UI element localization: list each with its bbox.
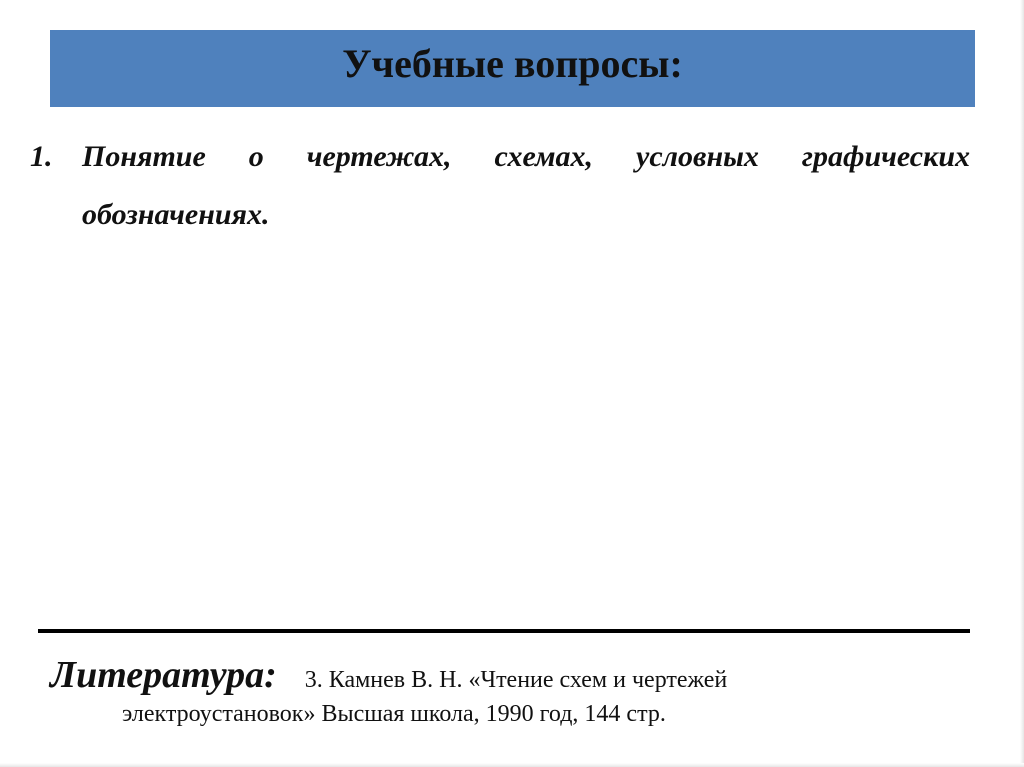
question-item	[30, 128, 970, 244]
divider-line	[38, 629, 970, 633]
slide-title: Учебные вопросы:	[342, 41, 683, 86]
question-number: 1.	[30, 140, 53, 173]
literature-line-1: 3. Камнев В. Н. «Чтение схем и чертежей	[304, 667, 728, 693]
title-bar	[50, 30, 975, 107]
slide-edge-right	[1020, 0, 1024, 767]
slide-edge-bottom	[0, 763, 1024, 767]
literature-block	[50, 654, 958, 729]
literature-line-2: электроустановок» Высшая школа, 1990 год, 144 стр.	[122, 701, 666, 727]
literature-label: Литература:	[50, 654, 277, 696]
question-text: Понятие о чертежах, схемах, условных графических обозначениях.	[82, 140, 970, 231]
